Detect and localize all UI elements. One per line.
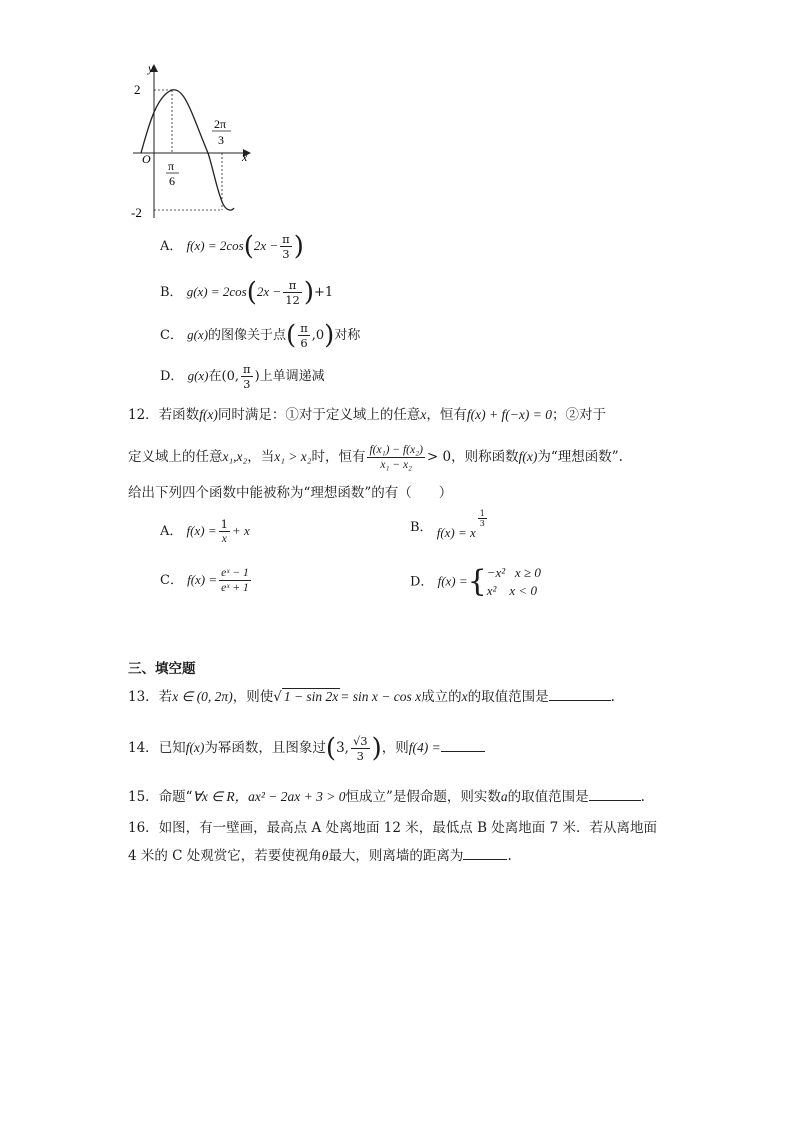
- q15: 15．命题“∀x ∈ R，ax² − 2ax + 3 > 0恒成立”是假命题，则实数a的取值范围是 .: [128, 786, 645, 808]
- q12-option-c: C． f(x) = $\frac{\text{eˣ − 1}}{\text{eˣ + 1}}$: [160, 567, 249, 594]
- pi6-num: π: [168, 159, 175, 173]
- q12-line3: 给出下列四个函数中能被称为“理想函数”的有（ ）: [128, 485, 453, 501]
- q11-d-frac: $\frac{\pi}{3}$: [243, 362, 251, 391]
- q15-answer-blank[interactable]: [589, 786, 641, 801]
- q11-option-a: A． f(x) = 2cos(2x − $\frac{\pi}{3}$ ): [160, 231, 304, 262]
- q12-option-b: B． f(x) = x $\frac{1}{3}$: [410, 509, 485, 540]
- q12-d-case2: x² x < 0: [486, 583, 537, 598]
- q12-c-frac: $\frac{\text{eˣ − 1}}{\text{eˣ + 1}}$: [221, 567, 249, 594]
- y-min-label: -2: [131, 205, 142, 220]
- q11-a-frac: $\frac{\pi}{3}$: [282, 232, 290, 261]
- sine-graph-figure: [128, 58, 258, 223]
- q11-option-b: B． g(x) = 2cos(2x − $\frac{\pi}{12}$ )+1: [160, 277, 334, 308]
- q12-a-frac: $\frac{1}{x}$: [220, 517, 228, 545]
- q14-frac: $\frac{√3}{3}$: [352, 734, 368, 763]
- q14-answer-blank[interactable]: [441, 737, 485, 752]
- q11-c-frac: $\frac{\pi}{6}$: [300, 321, 308, 350]
- two-pi3-num: 2π: [214, 117, 227, 131]
- two-pi3-den: 3: [218, 133, 224, 147]
- x-axis-label: x: [242, 150, 248, 164]
- q11-a-lhs: f(x) = 2cos: [186, 238, 244, 253]
- q12-line2: 定义域上的任意x₁,x₂，当x₁ > x₂时，恒有 $\frac{\text{f(x₁) − f(x₂)}}{\text{x₁ − x₂}}$ > 0，则称函数f(x)为“理想函数”.: [128, 444, 623, 471]
- q13: 13．若x ∈ (0, 2π)，则使√ 1 − sin 2x = sin x − cos x成立的x的取值范围是 .: [128, 686, 615, 708]
- origin-label: O: [142, 152, 151, 166]
- q16-line2: 4 米的 C 处观赏它，若要使视角θ最大，则离墙的距离为 .: [128, 845, 512, 867]
- q12-b-exp: $\frac{1}{3}$: [479, 509, 485, 528]
- pi6-den: 6: [169, 174, 175, 188]
- q16-line1: 16．如图，有一壁画，最高点 A 处离地面 12 米，最低点 B 处离地面 7 米．若从离地面: [128, 820, 657, 836]
- q12-line1: 12．若函数f(x)同时满足：①对于定义域上的任意x，恒有f(x) + f(−x) = 0；②对于: [128, 407, 606, 423]
- q11-option-d: D． g(x)在(0, $\frac{\pi}{3}$ )上单调递减: [160, 362, 325, 391]
- q11-option-c: C． g(x)的图像关于点( $\frac{\pi}{6}$ ,0)对称: [160, 320, 361, 351]
- sine-curve: [141, 90, 234, 210]
- q12-option-d: D． f(x) ={ −x² x ≥ 0 x² x < 0: [410, 564, 541, 599]
- q16-answer-blank[interactable]: [463, 845, 507, 860]
- y-max-label: 2: [134, 82, 141, 97]
- q12-ratio-frac: $\frac{\text{f(x₁) − f(x₂)}}{\text{x₁ − x₂}}$: [369, 444, 423, 471]
- q11-b-frac: $\frac{\pi}{12}$: [285, 278, 300, 307]
- section-title: 三、填空题: [128, 661, 196, 677]
- q12-option-a: A． f(x) = $\frac{1}{x}$ + x: [160, 517, 250, 545]
- y-axis-label: y: [148, 61, 154, 75]
- q12-d-case1: −x² x ≥ 0: [486, 565, 541, 580]
- q11-b-lhs: g(x) = 2cos: [186, 284, 247, 299]
- q14: 14．已知f(x)为幂函数，且图象过(3, $\frac{√3}{3}$ )，则f(4) =: [128, 734, 485, 763]
- q13-answer-blank[interactable]: [549, 686, 611, 701]
